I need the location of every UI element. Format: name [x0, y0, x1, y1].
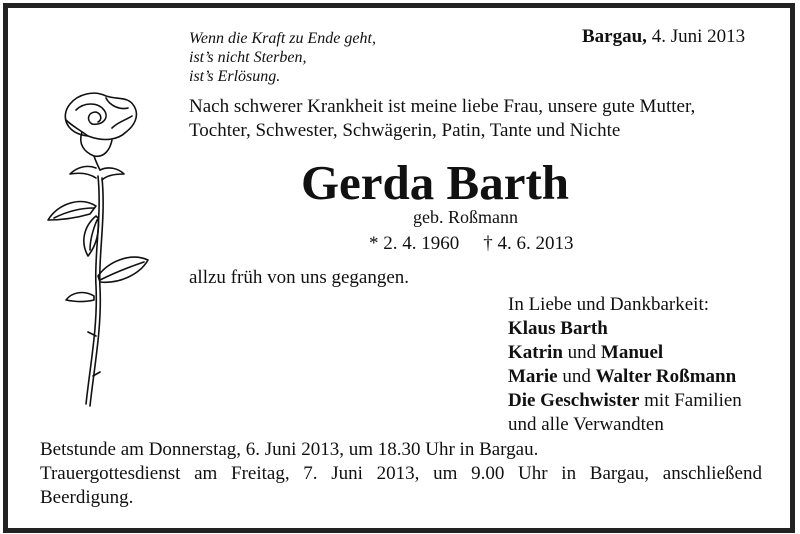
service-word: am: [194, 463, 218, 484]
deceased-name: Gerda Barth: [300, 155, 570, 210]
rose-icon: [36, 86, 166, 416]
service-word: Bargau,: [589, 463, 650, 484]
service-word: Trauergottesdienst: [40, 463, 181, 484]
conjunction: und: [557, 366, 596, 387]
service-word: Juni: [331, 463, 363, 484]
mourner-suffix: mit Familien: [639, 390, 742, 411]
intro-line: Nach schwerer Krankheit ist meine liebe Frau, unsere gute Mutter,: [189, 96, 696, 117]
maiden-name: geb. Roßmann: [413, 207, 518, 227]
birth-date: * 2. 4. 1960: [369, 233, 460, 254]
passed-text: allzu früh von uns gegangen.: [189, 267, 410, 288]
service-info: [40, 438, 762, 510]
life-dates: [369, 233, 574, 255]
service-word: anschließend: [662, 463, 762, 484]
mourner-name: Die Geschwister: [508, 390, 640, 411]
place: Bargau,: [582, 26, 647, 47]
mourner-name: Katrin: [508, 342, 563, 363]
place-date: [582, 26, 745, 48]
service-word: in: [561, 463, 577, 484]
conjunction: und: [562, 342, 601, 363]
service-word: 2013,: [376, 463, 420, 484]
mourner-name: Klaus Barth: [508, 318, 608, 339]
funeral-service-line: [40, 462, 762, 486]
mourners-list: [508, 293, 742, 437]
motto: [189, 29, 376, 86]
motto-line: ist’s nicht Sterben,: [189, 49, 307, 66]
mourner-name: Marie: [508, 366, 558, 387]
intro-text: [189, 95, 695, 143]
mourner-relatives: und alle Verwandten: [508, 414, 664, 435]
service-word: um: [433, 463, 458, 484]
service-word: Uhr: [518, 463, 548, 484]
mourner-name: Walter Roßmann: [595, 366, 737, 387]
intro-line: Tochter, Schwester, Schwägerin, Patin, Tante und Nichte: [189, 120, 621, 141]
motto-line: Wenn die Kraft zu Ende geht,: [189, 30, 376, 47]
burial-line: Beerdigung.: [40, 487, 134, 508]
motto-line: ist’s Erlösung.: [189, 68, 281, 85]
mourners-heading: In Liebe und Dankbarkeit:: [508, 294, 710, 315]
death-date: † 4. 6. 2013: [483, 233, 574, 254]
prayer-hour: Betstunde am Donnerstag, 6. Juni 2013, um 18.30 Uhr in Bargau.: [40, 439, 539, 460]
date: 4. Juni 2013: [651, 26, 746, 47]
obituary-notice: [3, 3, 795, 533]
service-word: Freitag,: [231, 463, 290, 484]
service-word: 9.00: [471, 463, 505, 484]
mourner-name: Manuel: [600, 342, 664, 363]
service-word: 7.: [303, 463, 318, 484]
